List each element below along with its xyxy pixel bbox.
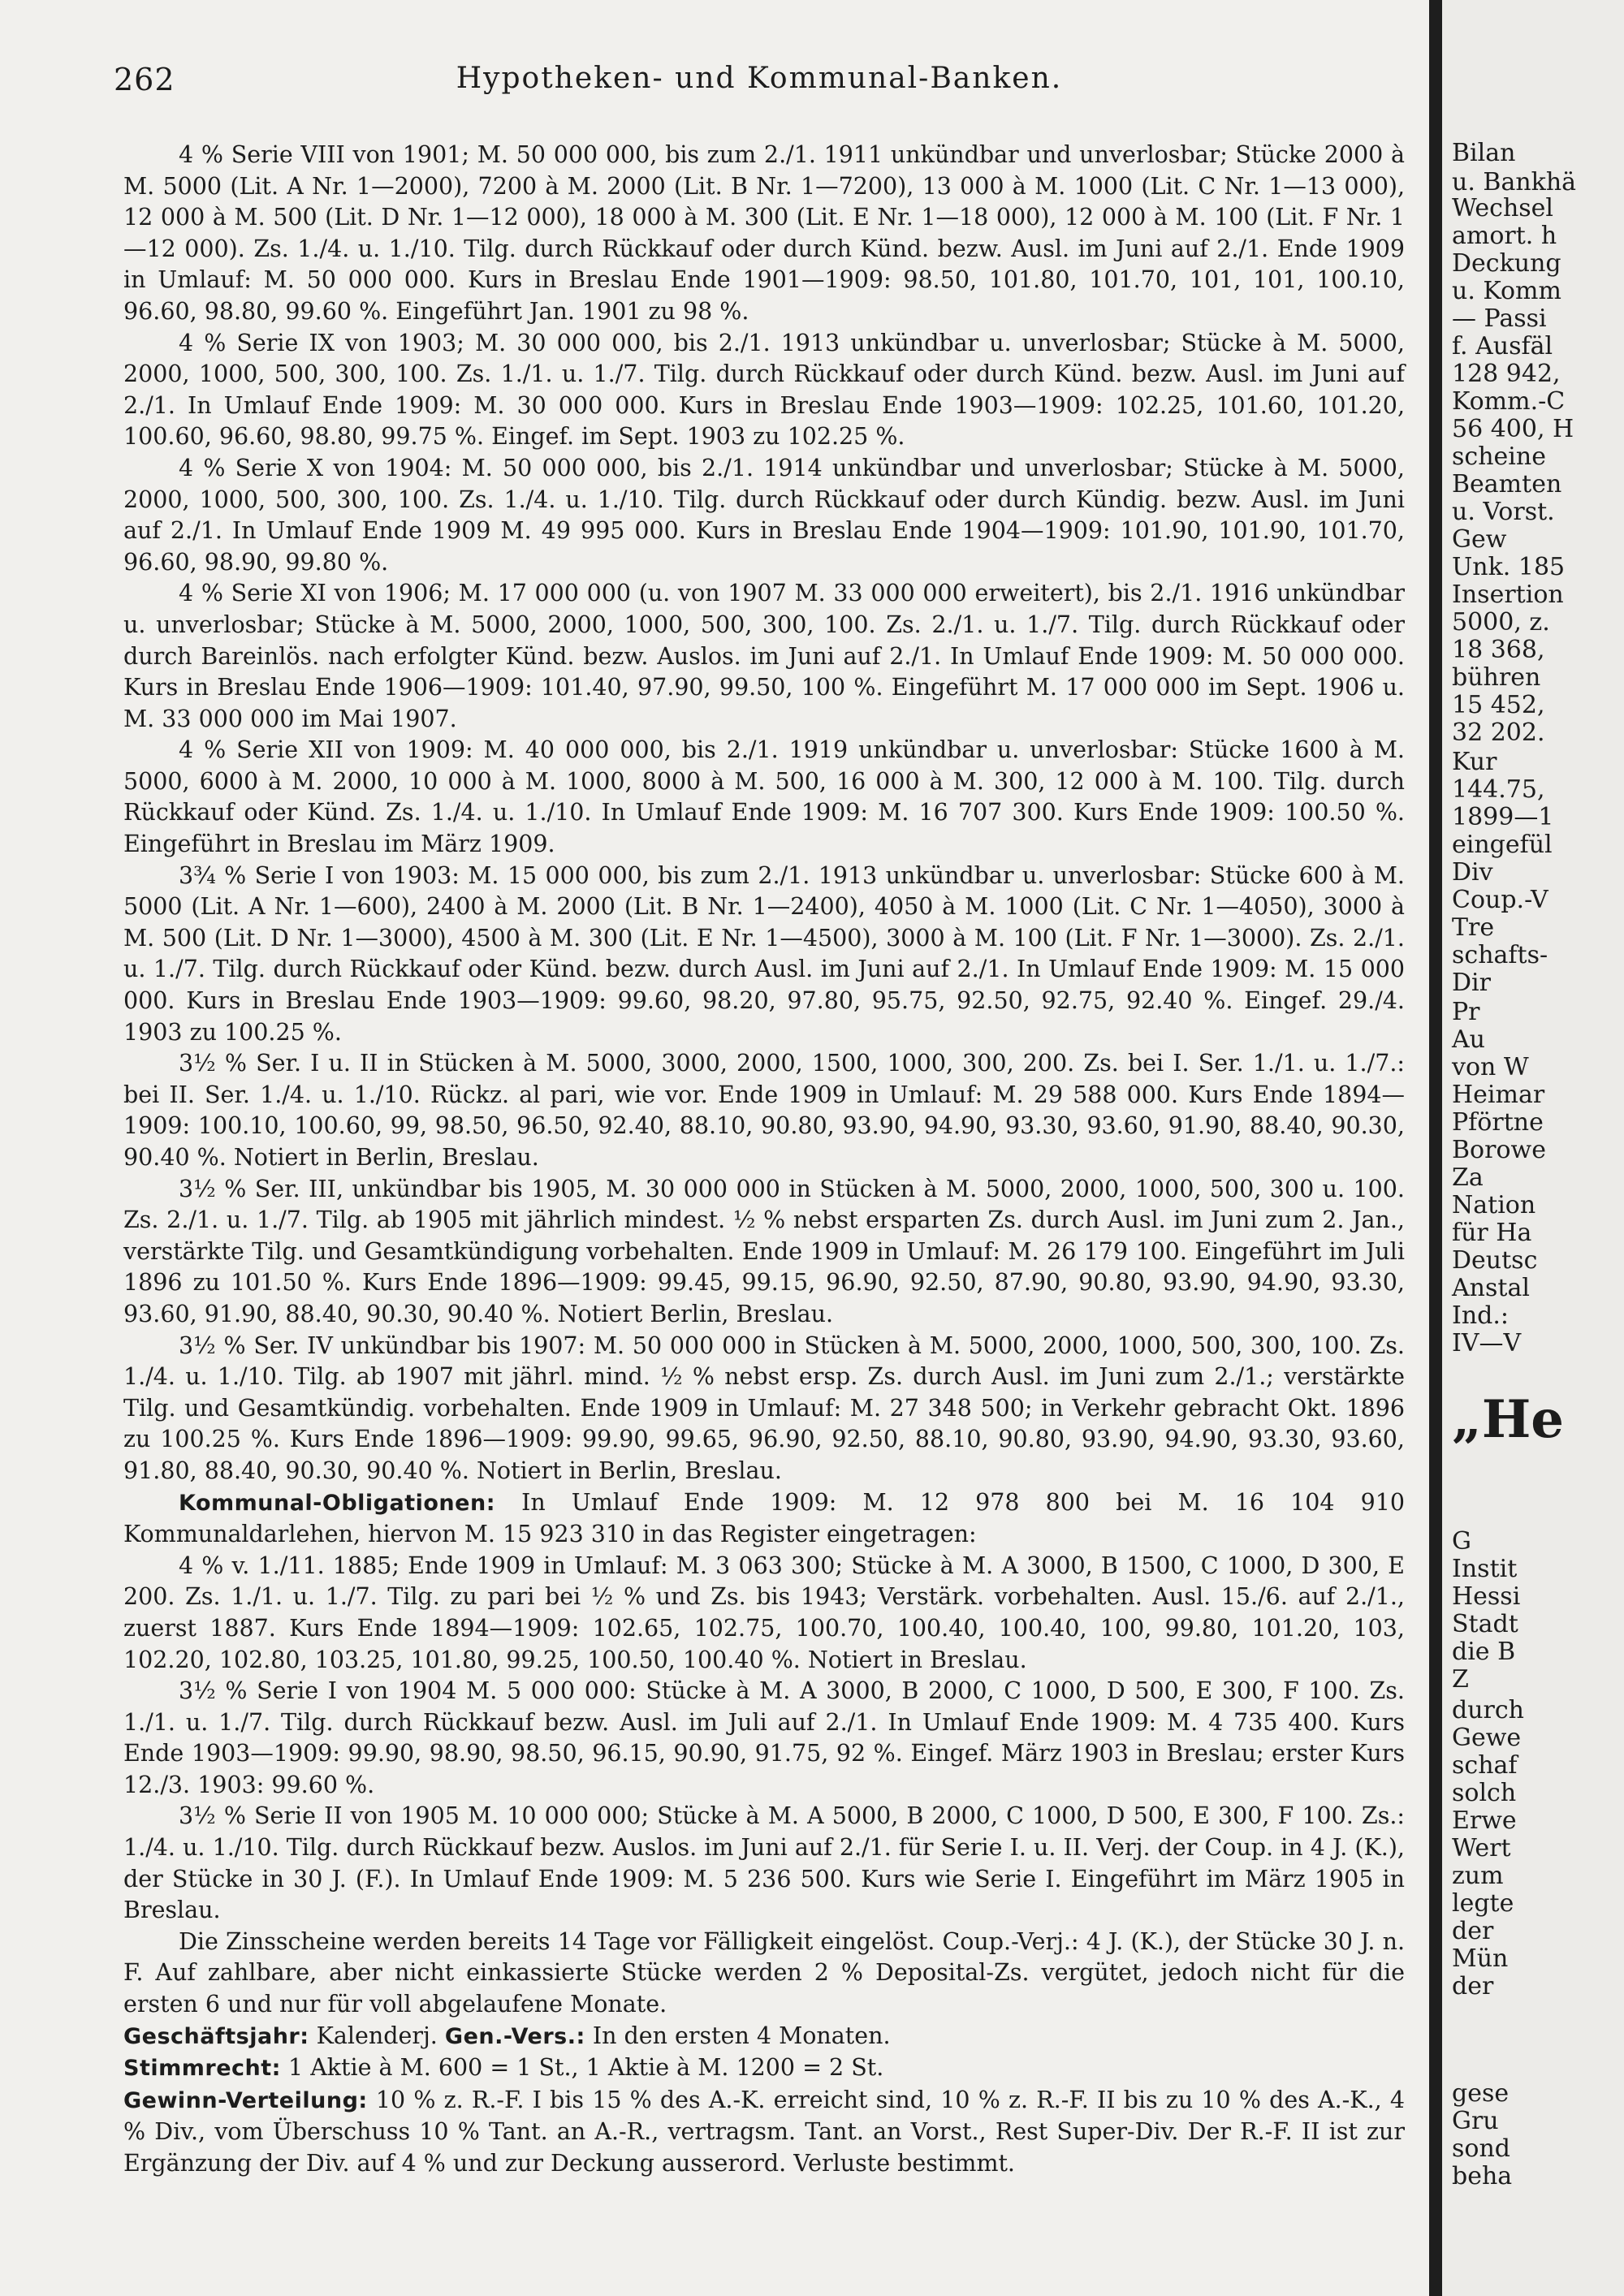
adjacent-page-fragment: schaf	[1452, 1751, 1518, 1780]
paragraph-text: 4 % Serie IX von 1903; M. 30 000 000, bis 2./1. 1913 unkündbar u. unverlosbar; Stücke à M. 5000, 2000, 1000, 500, 300, 100. Zs. 1./1. u. 1./7. Tilg. durch Rückkauf oder durch Künd. bezw. Ausl. im Juni auf 2./1. In Umlauf Ende 1909: M. 30 000 000. Kurs in Breslau Ende 1903—1909: 102.25, 101.60, 101.20, 100.60, 96.60, 98.80, 99.75 %. Eingef. im Sept. 1903 zu 102.25 %.	[123, 329, 1405, 451]
adjacent-page-fragment: Wert	[1452, 1834, 1511, 1862]
paragraph	[123, 1676, 1405, 1801]
paragraph	[123, 140, 1405, 328]
adjacent-page-fragment: Gru	[1452, 2107, 1499, 2135]
paragraph-text: 3½ % Ser. III, unkündbar bis 1905, M. 30 000 000 in Stücken à M. 5000, 2000, 1000, 500, 300 u. 100. Zs. 2./1. u. 1./7. Tilg. ab 1905 mit jährlich mindest. ½ % nebst ersparten Zs. durch Ausl. im Juni zum 2. Jan., verstärkte Tilg. und Gesamtkündigung vorbehalten. Ende 1909 in Umlauf: M. 26 179 100. Eingeführt im Juli 1896 zu 101.50 %. Kurs Ende 1896—1909: 99.45, 99.15, 96.90, 92.50, 87.90, 90.80, 93.90, 94.90, 93.30, 93.60, 91.90, 88.40, 90.30, 90.40 %. Notiert Berlin, Breslau.	[123, 1175, 1405, 1327]
paragraph-text: 4 % Serie XII von 1909: M. 40 000 000, bis 2./1. 1919 unkündbar u. unverlosbar: Stücke 1600 à M. 5000, 6000 à M. 2000, 10 000 à M. 1000, 8000 à M. 500, 16 000 à M. 300, 12 000 à M. 100. Tilg. durch Rückkauf oder Künd. Zs. 1./4. u. 1./10. In Umlauf Ende 1909: M. 16 707 300. Kurs Ende 1909: 100.50 %. Eingeführt in Breslau im März 1909.	[123, 736, 1405, 858]
adjacent-page-fragment: scheine	[1452, 442, 1546, 471]
section-label: Geschäftsjahr:	[123, 2023, 309, 2049]
adjacent-page-fragment: Dir	[1452, 969, 1491, 997]
paragraph-text: Kalenderj.	[309, 2022, 445, 2049]
adjacent-page-fragment: u. Vorst.	[1452, 498, 1555, 526]
adjacent-page-fragment: f. Ausfäl	[1452, 332, 1553, 360]
adjacent-page-fragment: Nation	[1452, 1191, 1536, 1219]
adjacent-page-fragment: u. Bankhä	[1452, 168, 1577, 196]
adjacent-page-fragment: Gewe	[1452, 1724, 1522, 1752]
paragraph	[123, 1927, 1405, 2021]
paragraph-text: 3½ % Serie I von 1904 M. 5 000 000: Stücke à M. A 3000, B 2000, C 1000, D 500, E 300, F 100. Zs. 1./1. u. 1./7. Tilg. durch Rückkauf bezw. Ausl. im Juli auf 2./1. In Umlauf Ende 1909: M. 4 735 400. Kurs Ende 1903—1909: 99.90, 98.90, 98.50, 96.15, 90.90, 91.75, 92 %. Eingef. März 1903 in Breslau; erster Kurs 12./3. 1903: 99.60 %.	[123, 1677, 1405, 1798]
paragraph	[123, 453, 1405, 578]
section-label: Gewinn-Verteilung:	[123, 2087, 368, 2113]
adjacent-page-fragment: Beamten	[1452, 470, 1562, 498]
paragraph-text: 10 % z. R.-F. I bis 15 % des A.-K. erreicht sind, 10 % z. R.-F. II bis zu 10 % des A.-K., 4 % Div., vom Überschuss 10 % Tant. an A.-R., vertragsm. Tant. an Vorst., Rest Super-Div. Der R.-F. II ist zur Ergänzung der Div. auf 4 % und zur Deckung ausserord. Verluste bestimmt.	[123, 2086, 1405, 2177]
paragraph	[123, 1551, 1405, 1676]
adjacent-page-fragment: Kur	[1452, 748, 1497, 776]
page-gutter	[1429, 0, 1442, 2296]
paragraph	[123, 735, 1405, 860]
adjacent-page-fragment: Pr	[1452, 998, 1480, 1026]
adjacent-page-fragment: Wechsel	[1452, 194, 1554, 222]
adjacent-page-fragment: bühren	[1452, 663, 1541, 692]
page-header	[114, 62, 1405, 102]
adjacent-page-column	[1442, 0, 1624, 2296]
paragraph	[123, 861, 1405, 1049]
adjacent-page-fragment: „He	[1452, 1389, 1564, 1450]
paragraph	[123, 578, 1405, 735]
paragraph	[123, 2052, 1405, 2085]
adjacent-page-fragment: Deckung	[1452, 249, 1561, 278]
paragraph	[123, 1487, 1405, 1551]
adjacent-page-fragment: Anstal	[1452, 1274, 1530, 1302]
adjacent-page-fragment: Ind.:	[1452, 1301, 1510, 1330]
adjacent-page-fragment: — Passi	[1452, 304, 1547, 333]
adjacent-page-fragment: Coup.-V	[1452, 886, 1548, 914]
page-body	[123, 140, 1405, 2180]
adjacent-page-fragment: sond	[1452, 2134, 1510, 2163]
paragraph-text: 3½ % Serie II von 1905 M. 10 000 000; Stücke à M. A 5000, B 2000, C 1000, D 500, E 300, F 100. Zs.: 1./4. u. 1./10. Tilg. durch Rückkauf bezw. Auslos. im Juni auf 2./1. für Serie I. u. II. Verj. der Coup. in 4 J. (K.), der Stücke in 30 J. (F.). In Umlauf Ende 1909: M. 5 236 500. Kurs wie Serie I. Eingeführt im März 1905 in Breslau.	[123, 1802, 1405, 1924]
page-number: 262	[114, 62, 175, 97]
paragraph	[123, 2021, 1405, 2053]
adjacent-page-fragment: Erwe	[1452, 1806, 1517, 1835]
paragraph-text: 4 % v. 1./11. 1885; Ende 1909 in Umlauf: M. 3 063 300; Stücke à M. A 3000, B 1500, C 1000, D 300, E 200. Zs. 1./1. u. 1./7. Tilg. zu pari bei ½ % und Zs. bis 1943; Verstärk. vorbehalten. Ausl. 15./6. auf 2./1., zuerst 1887. Kurs Ende 1894—1909: 102.65, 102.75, 100.70, 100.40, 100.40, 100, 99.80, 101.20, 103, 102.20, 102.80, 103.25, 101.80, 99.25, 100.50, 100.40 %. Notiert in Breslau.	[123, 1552, 1405, 1673]
adjacent-page-fragment: Unk. 185	[1452, 553, 1566, 581]
adjacent-page-fragment: IV—V	[1452, 1329, 1522, 1357]
paragraph-text: Die Zinsscheine werden bereits 14 Tage vor Fälligkeit eingelöst. Coup.-Verj.: 4 J. (K.), der Stücke 30 J. n. F. Auf zahlbare, aber nicht einkassierte Stücke werden 2 % Deposital-Zs. vergütet, jedoch nicht für die ersten 6 und nur für voll abgelaufene Monate.	[123, 1927, 1405, 2018]
adjacent-page-fragment: von W	[1452, 1053, 1529, 1081]
adjacent-page-fragment: zum	[1452, 1862, 1504, 1890]
adjacent-page-fragment: 18 368,	[1452, 636, 1545, 664]
paragraph-text: 4 % Serie XI von 1906; M. 17 000 000 (u. von 1907 M. 33 000 000 erweitert), bis 2./1. 1916 unkündbar u. unverlosbar; Stücke à M. 5000, 2000, 1000, 500, 300, 100. Zs. 2./1. u. 1./7. Tilg. durch Rückkauf oder durch Bareinlös. nach erfolgter Künd. bezw. Auslos. im Juni auf 2./1. In Umlauf Ende 1909: M. 50 000 000. Kurs in Breslau Ende 1906—1909: 101.40, 97.90, 99.50, 100 %. Eingeführt M. 17 000 000 im Sept. 1906 u. M. 33 000 000 im Mai 1907.	[123, 580, 1405, 732]
paragraph-text: 4 % Serie VIII von 1901; M. 50 000 000, bis zum 2./1. 1911 unkündbar und unverlosbar; Stücke 2000 à M. 5000 (Lit. A Nr. 1—2000), 7200 à M. 2000 (Lit. B Nr. 1—7200), 13 000 à M. 1000 (Lit. C Nr. 1—13 000), 12 000 à M. 500 (Lit. D Nr. 1—12 000), 18 000 à M. 300 (Lit. E Nr. 1—18 000), 12 000 à M. 100 (Lit. F Nr. 1—12 000). Zs. 1./4. u. 1./10. Tilg. durch Rückkauf oder durch Künd. bezw. Ausl. im Juni auf 2./1. Ende 1909 in Umlauf: M. 50 000 000. Kurs in Breslau Ende 1901—1909: 98.50, 101.80, 101.70, 101, 101, 100.10, 96.60, 98.80, 99.60 %. Eingeführt Jan. 1901 zu 98 %.	[123, 141, 1405, 325]
adjacent-page-fragment: u. Komm	[1452, 277, 1561, 305]
adjacent-page-fragment: für Ha	[1452, 1219, 1532, 1247]
adjacent-page-fragment: der	[1452, 1972, 1494, 2000]
adjacent-page-fragment: Mün	[1452, 1944, 1509, 1973]
adjacent-page-fragment: Hessi	[1452, 1582, 1521, 1611]
paragraph	[123, 1331, 1405, 1487]
paragraph-text: 4 % Serie X von 1904: M. 50 000 000, bis 2./1. 1914 unkündbar und unverlosbar; Stücke à M. 5000, 2000, 1000, 500, 300, 100. Zs. 1./4. u. 1./10. Tilg. durch Rückkauf oder durch Kündig. bezw. Ausl. im Juni auf 2./1. In Umlauf Ende 1909 M. 49 995 000. Kurs in Breslau Ende 1904—1909: 101.90, 101.90, 101.70, 96.60, 98.90, 99.80 %.	[123, 454, 1405, 576]
adjacent-page-fragment: Z	[1452, 1665, 1469, 1694]
paragraph-text: 3¾ % Serie I von 1903: M. 15 000 000, bis zum 2./1. 1913 unkündbar u. unverlosbar: Stücke 600 à M. 5000 (Lit. A Nr. 1—600), 2400 à M. 2000 (Lit. B Nr. 1—2400), 4050 à M. 1000 (Lit. C Nr. 1—4050), 3000 à M. 500 (Lit. D Nr. 1—3000), 4500 à M. 300 (Lit. E Nr. 1—4500), 3000 à M. 100 (Lit. F Nr. 1—3000). Zs. 2./1. u. 1./7. Tilg. durch Rückkauf oder Künd. bezw. durch Ausl. im Juni auf 2./1. In Umlauf Ende 1909: M. 15 000 000. Kurs in Breslau Ende 1903—1909: 99.60, 98.20, 97.80, 95.75, 92.50, 92.75, 92.40 %. Eingef. 29./4. 1903 zu 100.25 %.	[123, 861, 1405, 1046]
adjacent-page-fragment: Borowe	[1452, 1136, 1546, 1164]
paragraph	[123, 2085, 1405, 2180]
adjacent-page-fragment: 1899—1	[1452, 803, 1554, 831]
adjacent-page-fragment: Tre	[1452, 913, 1495, 942]
paragraph-text: In den ersten 4 Monaten.	[585, 2022, 891, 2049]
adjacent-page-fragment: 5000, z.	[1452, 608, 1550, 637]
paragraph-text: In Umlauf Ende 1909: M. 12 978 800 bei M. 16 104 910 Kommunaldarlehen, hiervon M. 15 923 310 in das Register eingetragen:	[123, 1488, 1405, 1548]
adjacent-page-fragment: Heimar	[1452, 1081, 1545, 1109]
adjacent-page-fragment: solch	[1452, 1779, 1517, 1807]
adjacent-page-fragment: 144.75,	[1452, 775, 1545, 804]
adjacent-page-fragment: Au	[1452, 1025, 1485, 1054]
adjacent-page-fragment: eingefül	[1452, 831, 1553, 859]
paragraph	[123, 1048, 1405, 1173]
adjacent-page-fragment: Za	[1452, 1163, 1484, 1192]
adjacent-page-fragment: legte	[1452, 1889, 1514, 1918]
adjacent-page-fragment: Div	[1452, 858, 1493, 887]
adjacent-page-fragment: Instit	[1452, 1555, 1518, 1583]
adjacent-page-fragment: der	[1452, 1917, 1494, 1945]
paragraph-text: 3½ % Ser. IV unkündbar bis 1907: M. 50 000 000 in Stücken à M. 5000, 2000, 1000, 500, 300, 100. Zs. 1./4. u. 1./10. Tilg. ab 1907 mit jährl. mind. ½ % nebst ersp. Zs. durch Ausl. im Juni zum 2./1.; verstärkte Tilg. und Gesamtkündig. vorbehalten. Ende 1909 in Umlauf: M. 27 348 500; in Verkehr gebracht Okt. 1896 zu 100.25 %. Kurs Ende 1896—1909: 99.90, 99.65, 96.90, 92.50, 88.10, 90.80, 93.90, 94.90, 93.30, 93.60, 91.80, 88.40, 90.30, 90.40 %. Notiert in Berlin, Breslau.	[123, 1331, 1405, 1484]
section-label: Kommunal-Obligationen:	[179, 1490, 495, 1516]
adjacent-page-fragment: Gew	[1452, 525, 1507, 554]
adjacent-page-fragment: G	[1452, 1527, 1471, 1556]
adjacent-page-fragment: 15 452,	[1452, 691, 1545, 719]
adjacent-page-fragment: Pförtne	[1452, 1108, 1544, 1137]
paragraph	[123, 1801, 1405, 1926]
adjacent-page-fragment: Stadt	[1452, 1610, 1518, 1638]
adjacent-page-fragment: die B	[1452, 1638, 1516, 1666]
paragraph	[123, 328, 1405, 453]
section-label: Gen.-Vers.:	[444, 2023, 585, 2049]
adjacent-page-fragment: durch	[1452, 1696, 1524, 1724]
adjacent-page-fragment: Insertion	[1452, 580, 1564, 609]
paragraph-text: 3½ % Ser. I u. II in Stücken à M. 5000, 3000, 2000, 1500, 1000, 300, 200. Zs. bei I. Ser. 1./1. u. 1./7.: bei II. Ser. 1./4. u. 1./10. Rückz. al pari, wie vor. Ende 1909 in Umlauf: M. 29 588 000. Kurs Ende 1894—1909: 100.10, 100.60, 99, 98.50, 96.50, 92.40, 88.10, 90.80, 93.90, 94.90, 93.30, 93.60, 91.90, 88.40, 90.30, 90.40 %. Notiert in Berlin, Breslau.	[123, 1050, 1405, 1171]
adjacent-page-fragment: 32 202.	[1452, 719, 1545, 747]
adjacent-page-fragment: 128 942,	[1452, 360, 1561, 388]
adjacent-page-fragment: Komm.-C	[1452, 387, 1566, 416]
adjacent-page-fragment: beha	[1452, 2162, 1513, 2190]
adjacent-page-fragment: gese	[1452, 2079, 1510, 2108]
running-title: Hypotheken- und Kommunal-Banken.	[456, 62, 1063, 95]
adjacent-page-fragment: 56 400, H	[1452, 415, 1574, 443]
adjacent-page-fragment: Deutsc	[1452, 1246, 1538, 1275]
adjacent-page-fragment: amort. h	[1452, 222, 1557, 250]
paragraph-text: 1 Aktie à M. 600 = 1 St., 1 Aktie à M. 1200 = 2 St.	[280, 2054, 884, 2082]
paragraph	[123, 1174, 1405, 1331]
adjacent-page-fragment: schafts-	[1452, 941, 1548, 969]
section-label: Stimmrecht:	[123, 2056, 281, 2082]
adjacent-page-fragment: Bilan	[1452, 139, 1516, 167]
